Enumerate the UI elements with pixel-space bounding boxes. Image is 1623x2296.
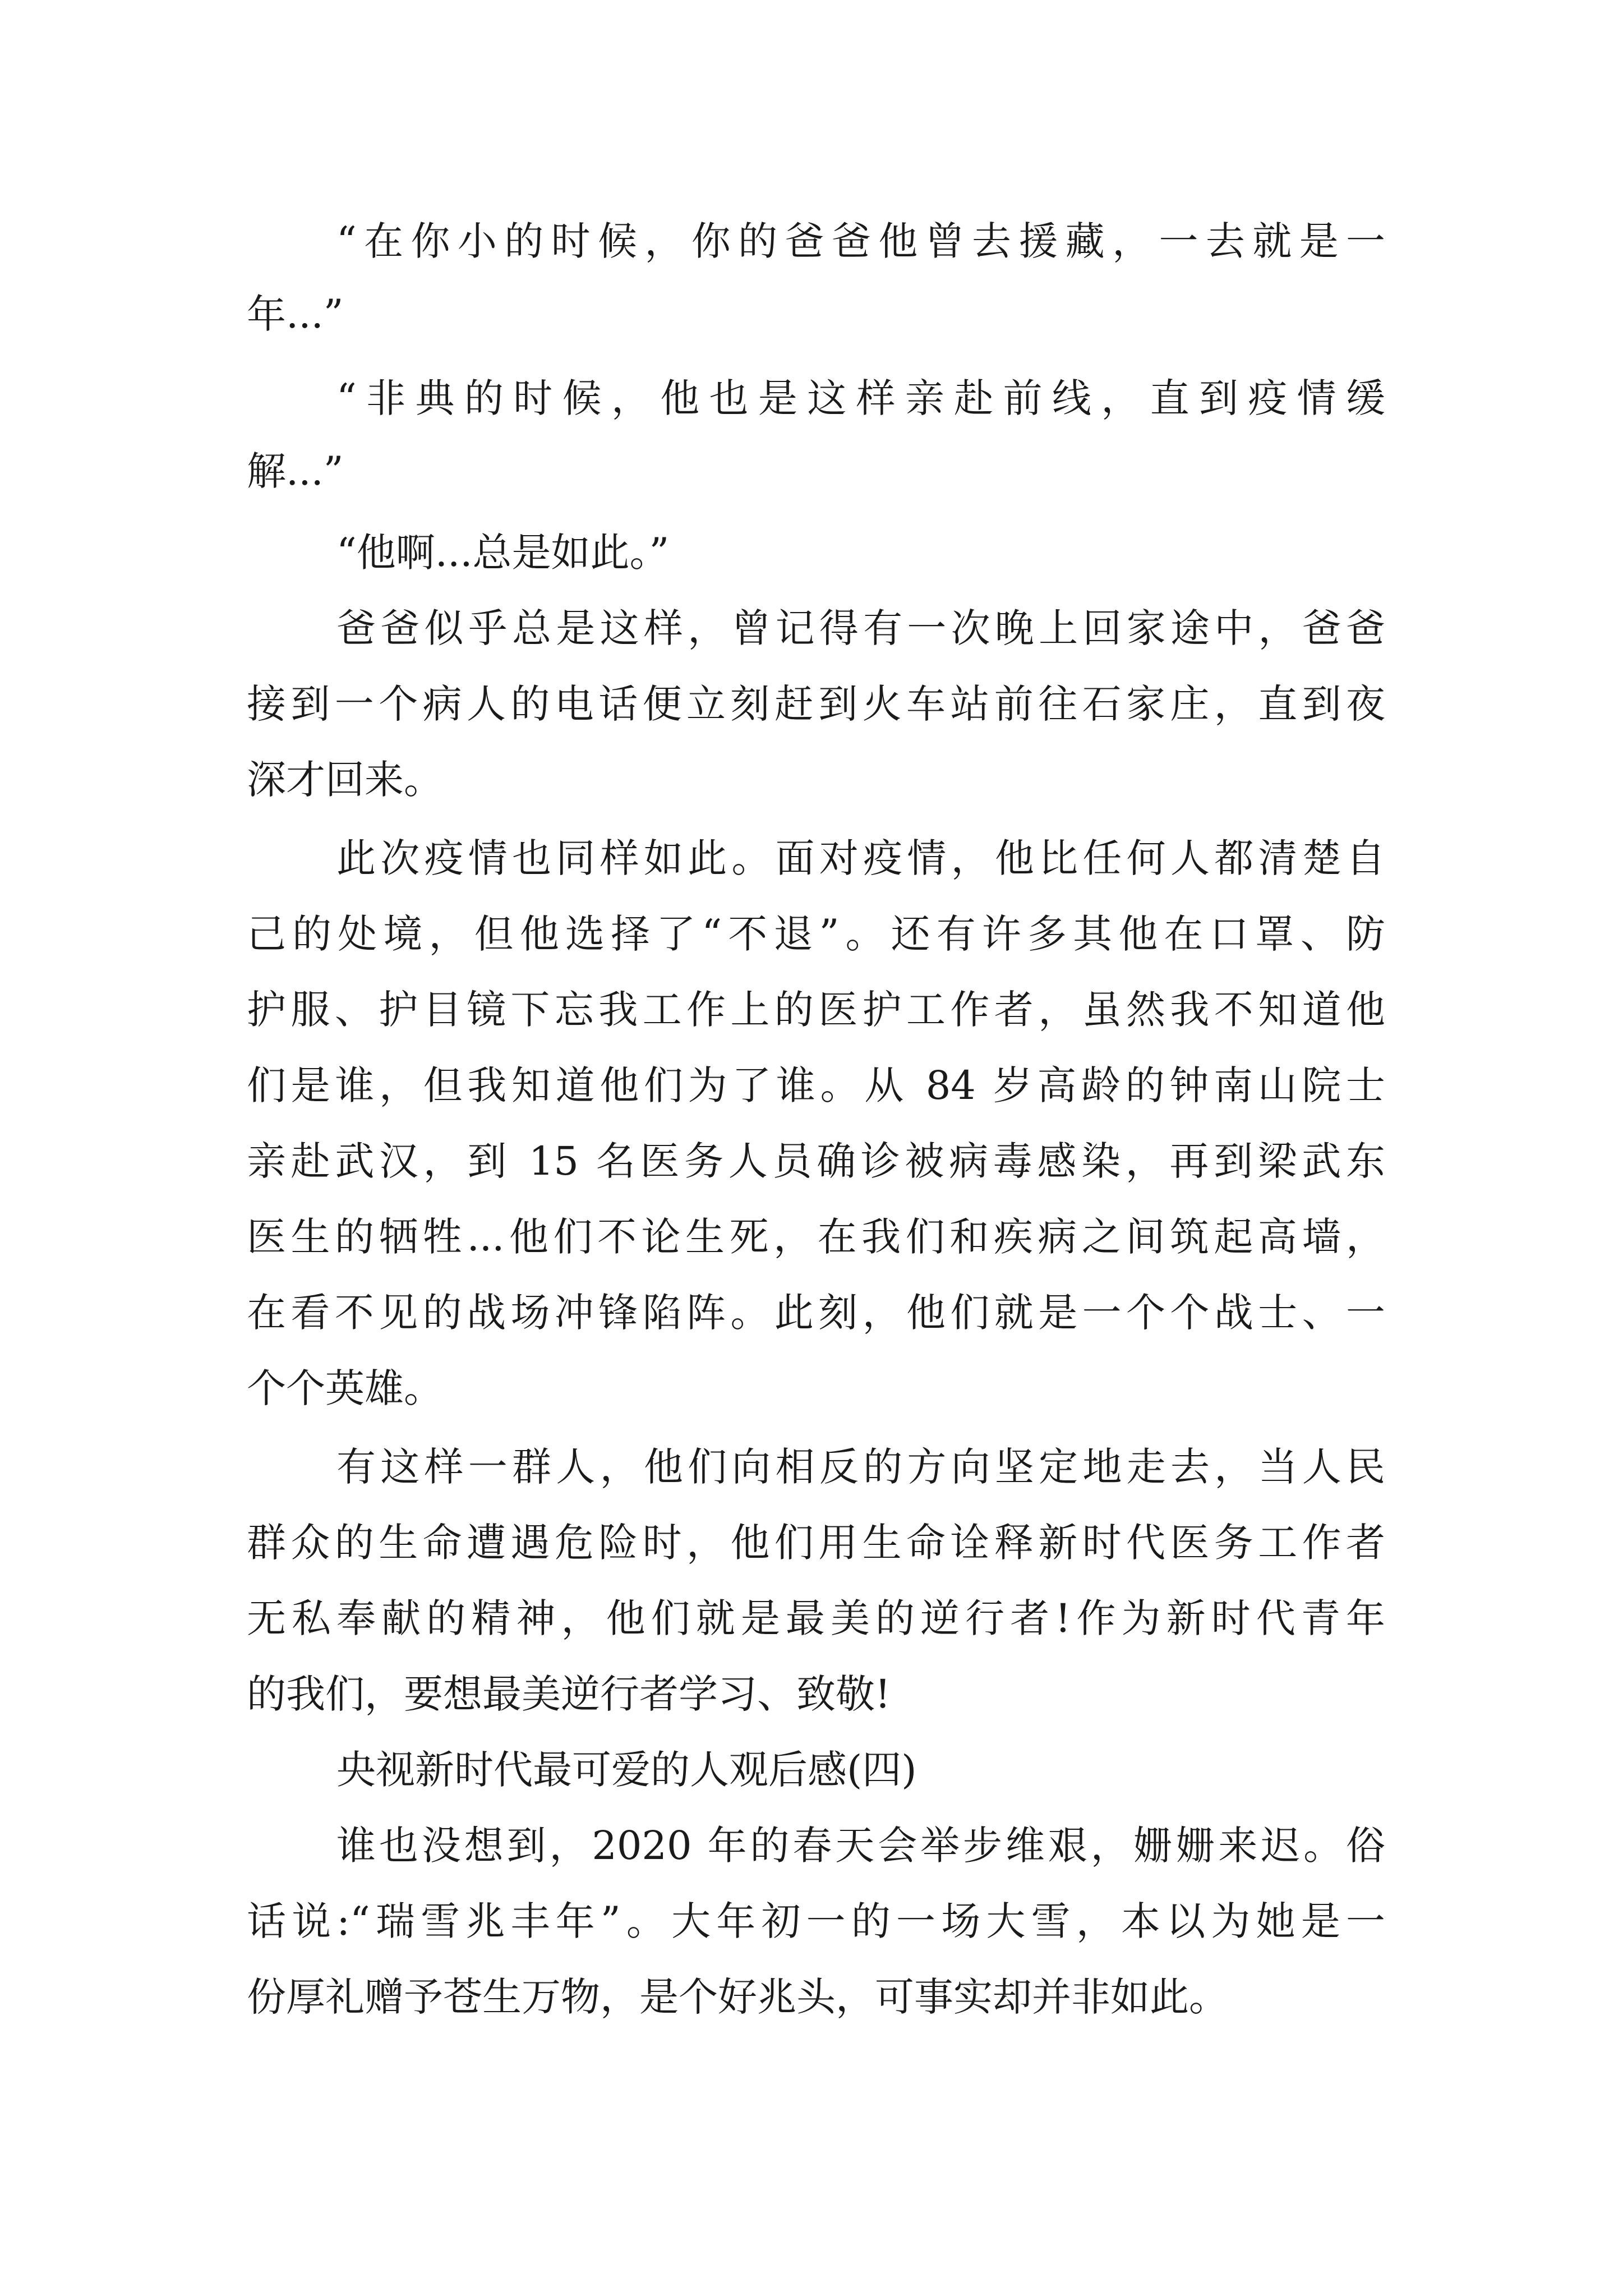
text-line: 护服、护目镜下忘我工作上的医护工作者，虽然我不知道他 xyxy=(247,987,1385,1033)
text-line: 己的处境，但他选择了“不退”。还有许多其他在口罩、防 xyxy=(247,911,1385,957)
text-line: 在看不见的战场冲锋陷阵。此刻，他们就是一个个战士、一 xyxy=(247,1290,1385,1336)
text-line: 有这样一群人，他们向相反的方向坚定地走去，当人民 xyxy=(336,1444,1385,1490)
text-line: 个个英雄。 xyxy=(247,1365,443,1411)
text-line: 话说:“瑞雪兆丰年”。大年初一的一场大雪，本以为她是一 xyxy=(247,1898,1385,1944)
text-line: 群众的生命遭遇危险时，他们用生命诠释新时代医务工作者 xyxy=(247,1520,1385,1566)
text-line: “非典的时候，他也是这样亲赴前线，直到疫情缓 xyxy=(336,375,1385,421)
section-heading: 央视新时代最可爱的人观后感(四) xyxy=(336,1747,917,1793)
text-line: 解...” xyxy=(247,448,344,494)
text-line: 的我们，要想最美逆行者学习、致敬! xyxy=(247,1671,891,1717)
text-line: 医生的牺牲...他们不论生死，在我们和疾病之间筑起高墙， xyxy=(247,1214,1385,1260)
text-line: “在你小的时候，你的爸爸他曾去援藏，一去就是一 xyxy=(336,218,1385,264)
text-line: 亲赴武汉，到 15 名医务人员确诊被病毒感染，再到梁武东 xyxy=(247,1138,1385,1184)
text-line: 爸爸似乎总是这样，曾记得有一次晚上回家途中，爸爸 xyxy=(336,605,1385,651)
text-line: “他啊...总是如此。” xyxy=(336,530,670,576)
text-line: 年...” xyxy=(247,291,344,337)
text-line: 接到一个病人的电话便立刻赶到火车站前往石家庄，直到夜 xyxy=(247,681,1385,727)
text-line: 谁也没想到，2020 年的春天会举步维艰，姗姗来迟。俗 xyxy=(336,1823,1385,1869)
text-line: 份厚礼赠予苍生万物，是个好兆头，可事实却并非如此。 xyxy=(247,1974,1228,2020)
text-line: 无私奉献的精神，他们就是最美的逆行者!作为新时代青年 xyxy=(247,1595,1385,1641)
text-line: 此次疫情也同样如此。面对疫情，他比任何人都清楚自 xyxy=(336,835,1385,881)
text-line: 们是谁，但我知道他们为了谁。从 84 岁高龄的钟南山院士 xyxy=(247,1062,1385,1108)
text-line: 深才回来。 xyxy=(247,757,443,803)
